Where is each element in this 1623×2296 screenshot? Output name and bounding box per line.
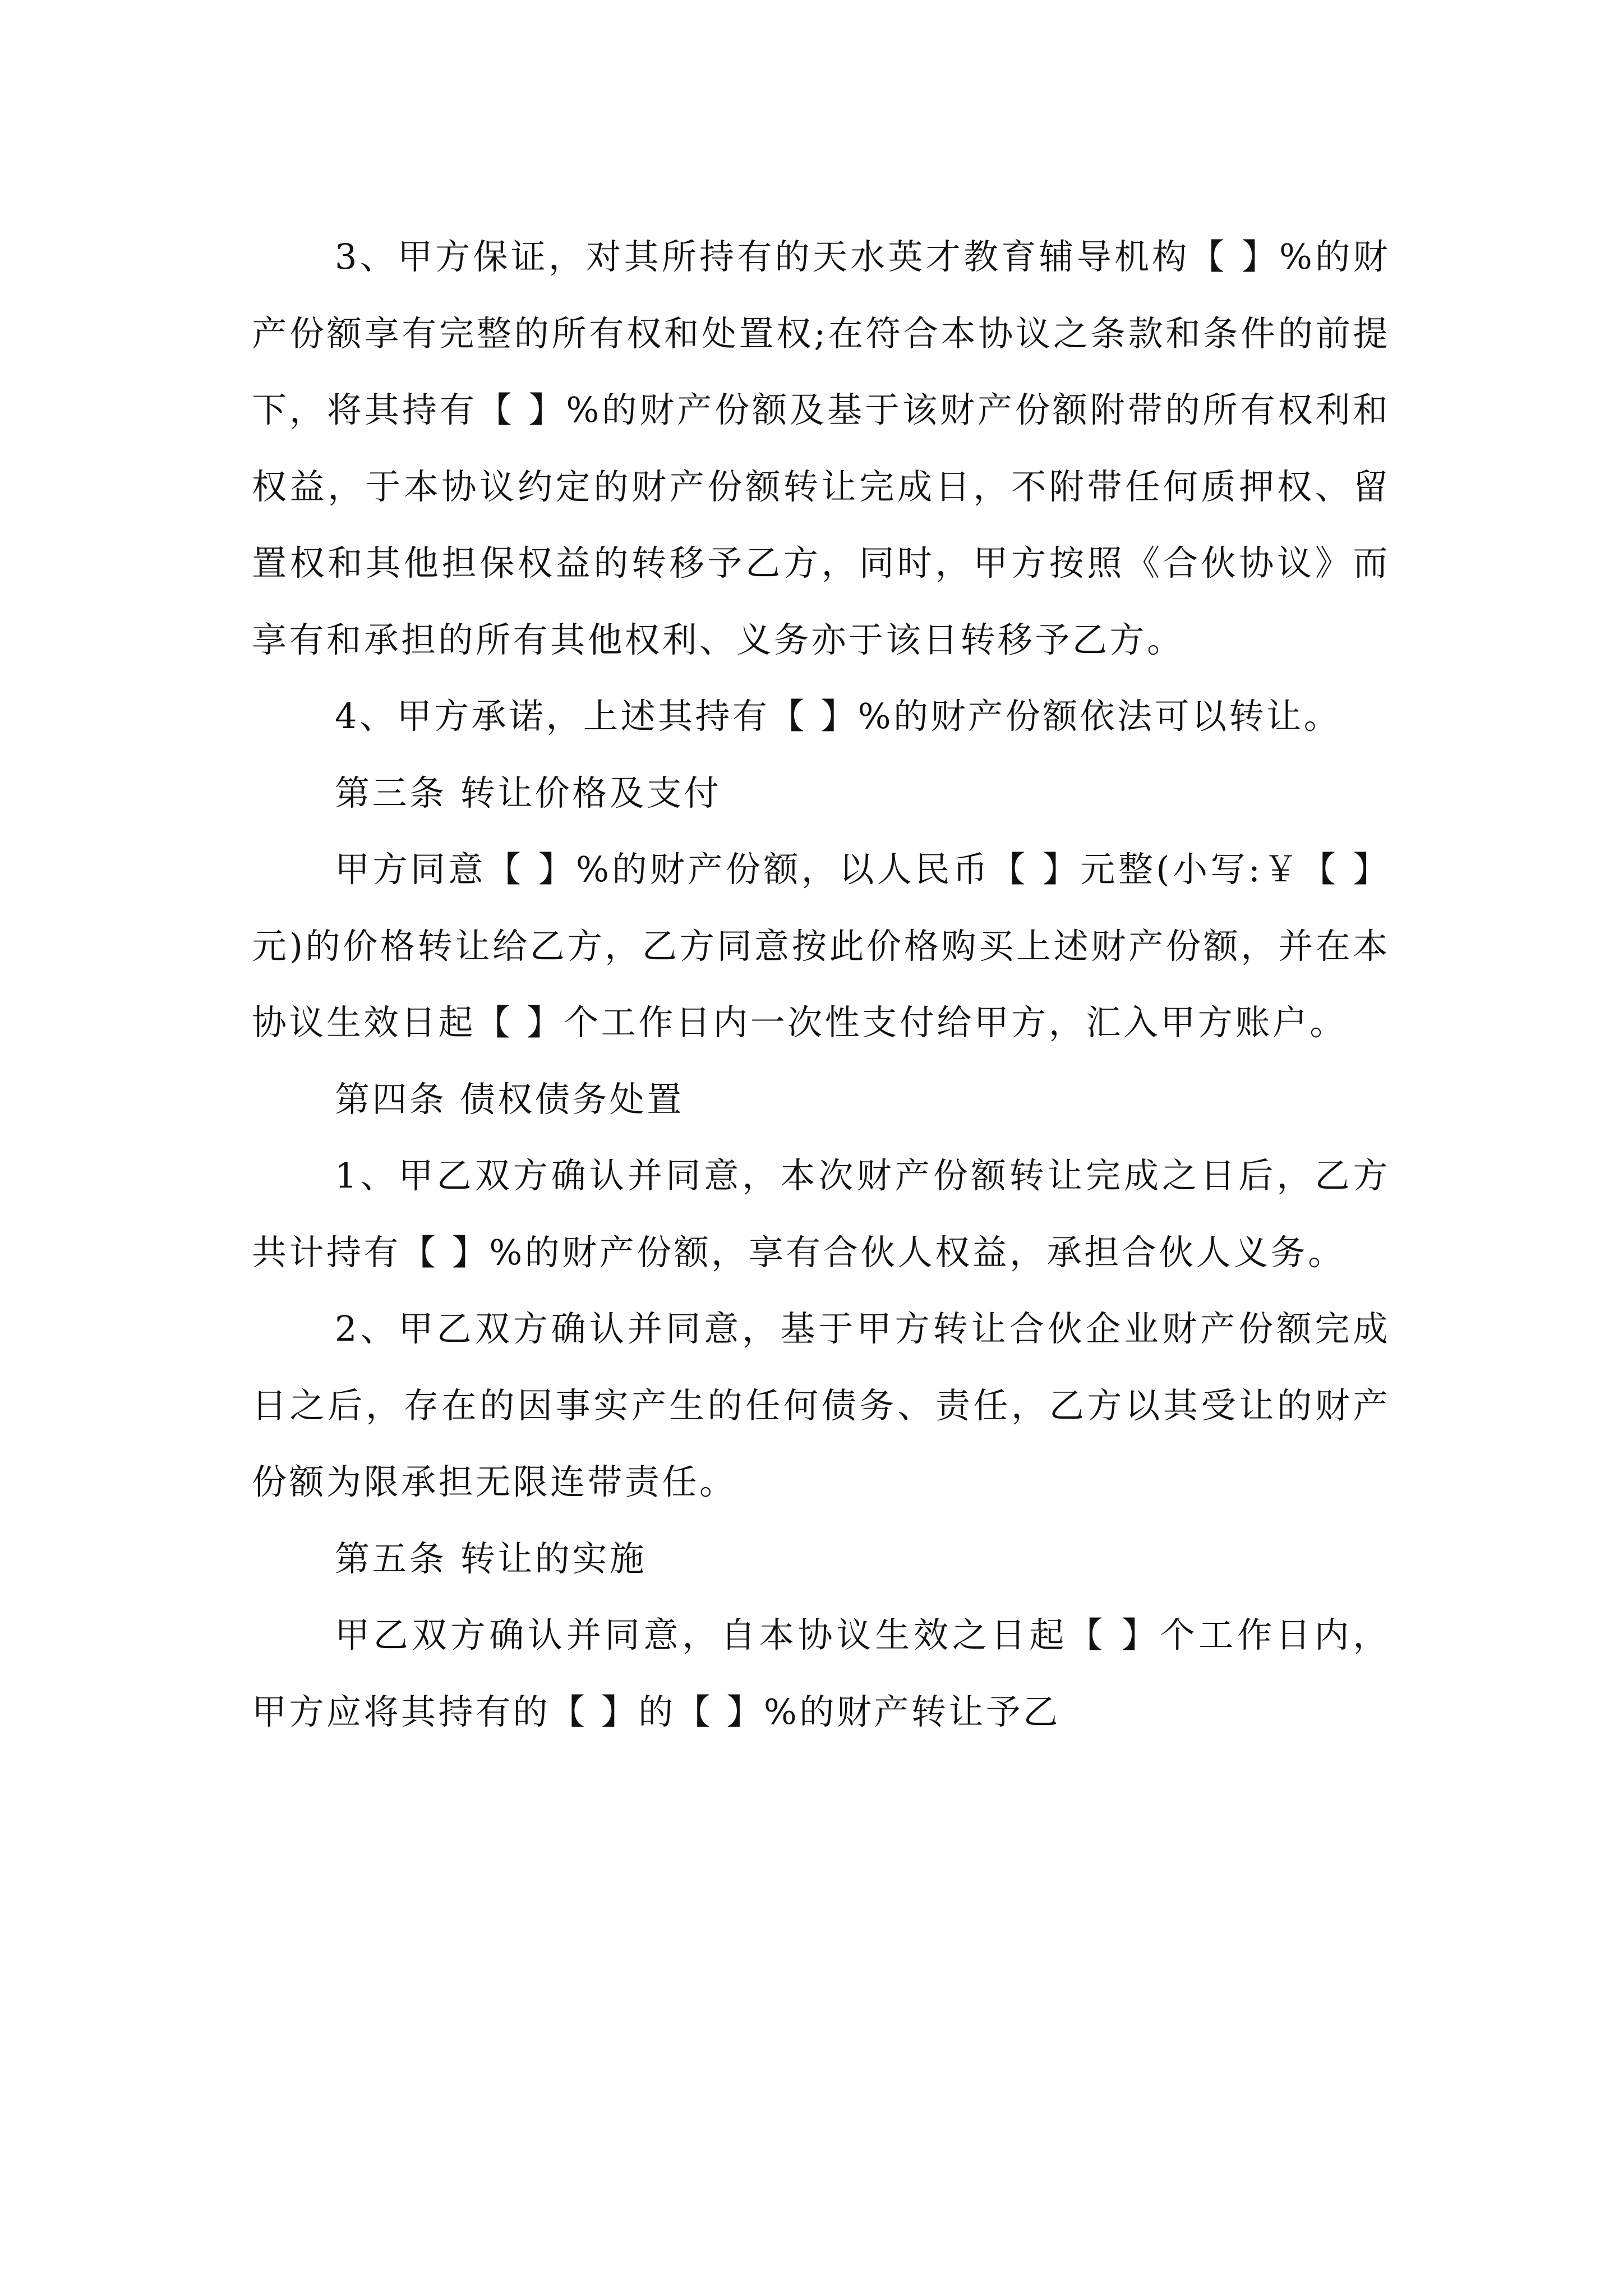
price-and-payment-paragraph: 甲方同意【 】%的财产份额，以人民币【 】元整(小写:￥【 】元)的价格转让给乙方，乙方同意按此价格购买上述财产份额，并在本协议生效日起【 】个工作日内一次性支付给甲方，汇入甲方账户。 <box>252 849 1390 1043</box>
implementation-paragraph: 甲乙双方确认并同意，自本协议生效之日起【 】个工作日内，甲方应将其持有的【 】的【 】%的财产转让予乙 <box>252 1614 1390 1732</box>
clause-4-undertaking: 4、甲方承诺，上述其持有【 】%的财产份额依法可以转让。 <box>335 696 1341 737</box>
debt-clause-2: 2、甲乙双方确认并同意，基于甲方转让合伙企业财产份额完成日之后，存在的因事实产生的任何债务、责任，乙方以其受让的财产份额为限承担无限连带责任。 <box>252 1308 1390 1502</box>
document-body <box>252 219 1390 1750</box>
article-4-heading: 第四条 债权债务处置 <box>335 1078 684 1120</box>
debt-clause-1: 1、甲乙双方确认并同意，本次财产份额转让完成之日后，乙方共计持有【 】%的财产份额，享有合伙人权益，承担合伙人义务。 <box>252 1155 1390 1273</box>
article-5-heading: 第五条 转让的实施 <box>335 1538 647 1579</box>
article-3-heading: 第三条 转让价格及支付 <box>335 772 722 813</box>
clause-3-warranty: 3、甲方保证，对其所持有的天水英才教育辅导机构【 】%的财产份额享有完整的所有权和处置权;在符合本协议之条款和条件的前提下，将其持有【 】%的财产份额及基于该财产份额附带的所有权利和权益，于本协议约定的财产份额转让完成日，不附带任何质押权、留置权和其他担保权益的转移予乙方，同时，甲方按照《合伙协议》而享有和承担的所有其他权利、义务亦于该日转移予乙方。 <box>252 236 1390 660</box>
